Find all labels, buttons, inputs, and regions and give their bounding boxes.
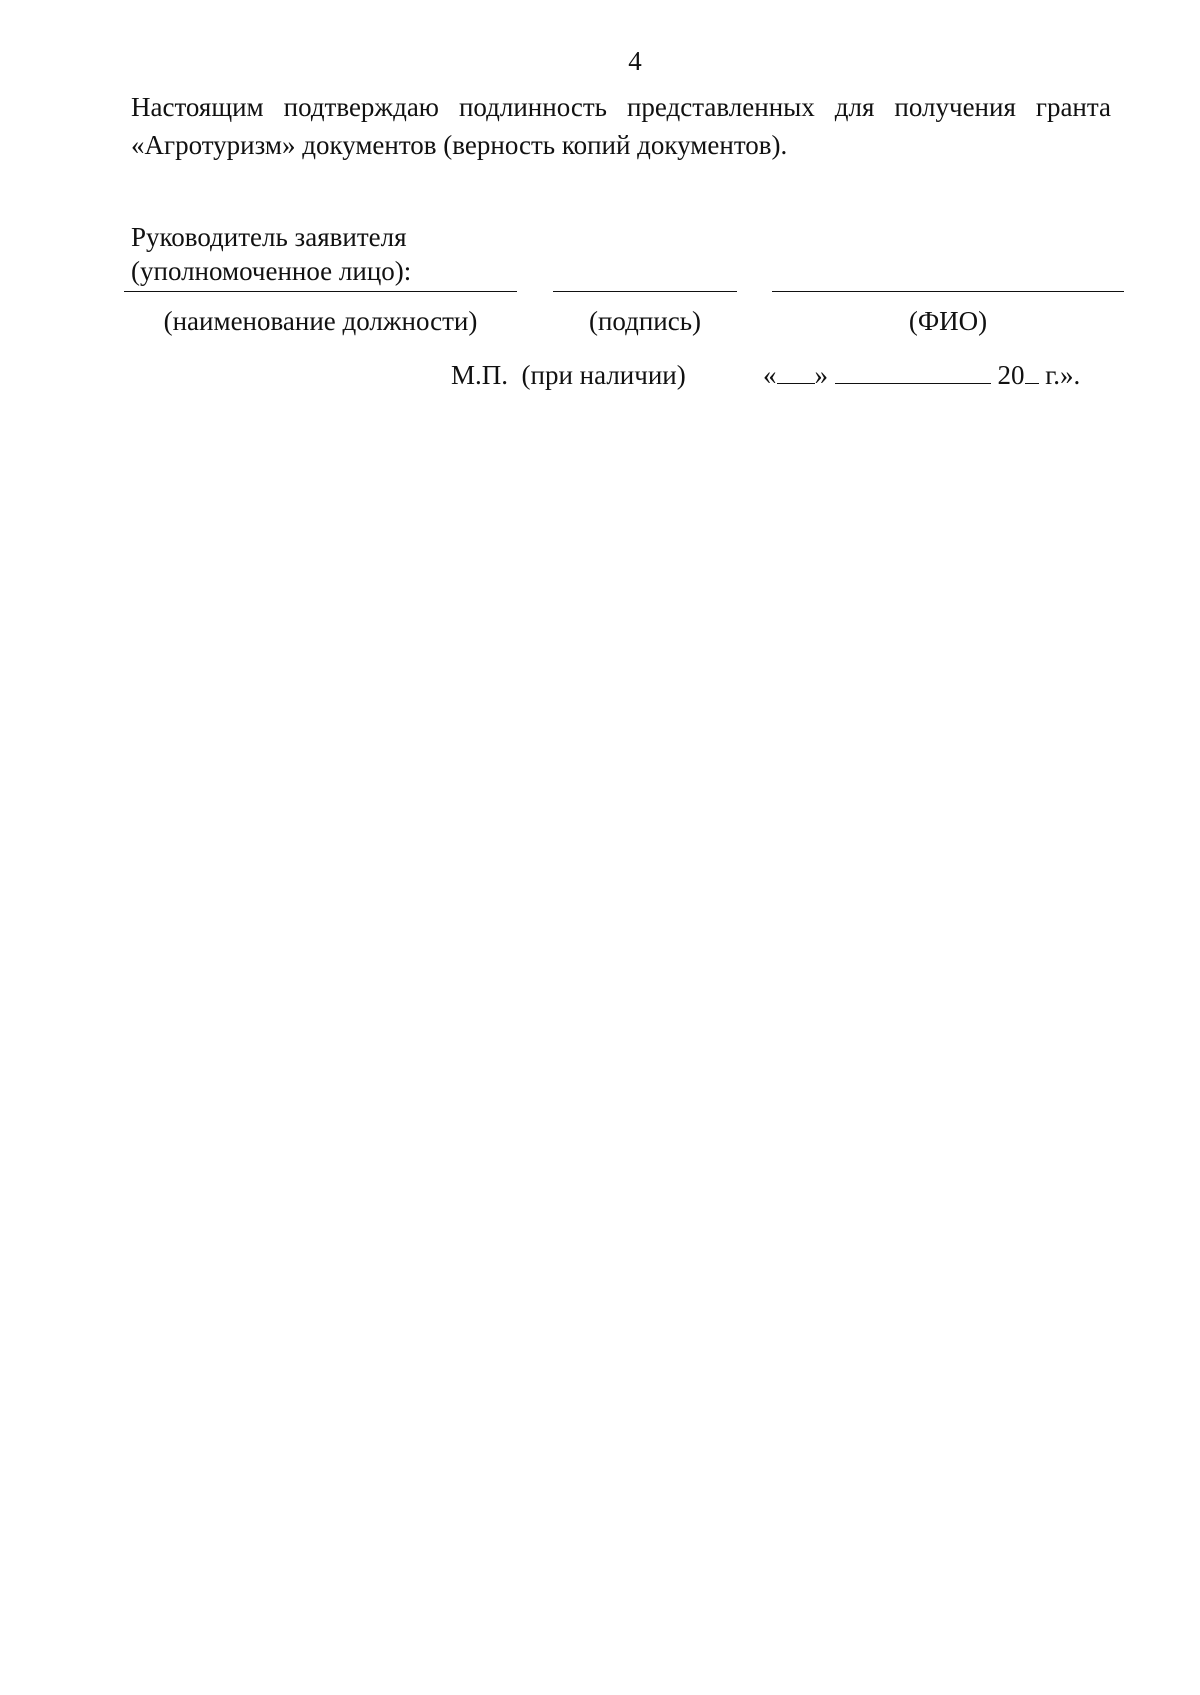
confirmation-paragraph [131,88,1111,164]
page-number: 4 [628,46,642,76]
date-close-quote: » [814,360,828,390]
signature-blank-line[interactable] [553,291,737,292]
signature-caption: (подпись) [588,306,702,336]
date-month-blank[interactable] [835,361,991,384]
fio-caption: (ФИО) [908,306,988,336]
date-year-suffix: г.». [1045,360,1081,390]
applicant-label [131,220,411,288]
fio-blank-line[interactable] [772,291,1124,292]
date-year-prefix: 20 [997,360,1025,390]
date-field [763,358,1080,392]
confirmation-line-1: Настоящим подтверждаю подлинность представленных для получения гранта [131,92,1111,122]
date-day-blank[interactable] [777,361,815,384]
confirmation-line-2: «Агротуризм» документов (верность копий документов). [131,130,788,160]
applicant-label-line-2: (уполномоченное лицо): [131,256,412,286]
position-blank-line[interactable] [124,291,517,292]
seal-label: М.П. (при наличии) [451,360,686,390]
position-caption: (наименование должности) [163,306,478,336]
date-open-quote: « [763,360,777,390]
applicant-label-line-1: Руководитель заявителя [131,222,407,252]
date-year-blank[interactable] [1025,361,1039,384]
